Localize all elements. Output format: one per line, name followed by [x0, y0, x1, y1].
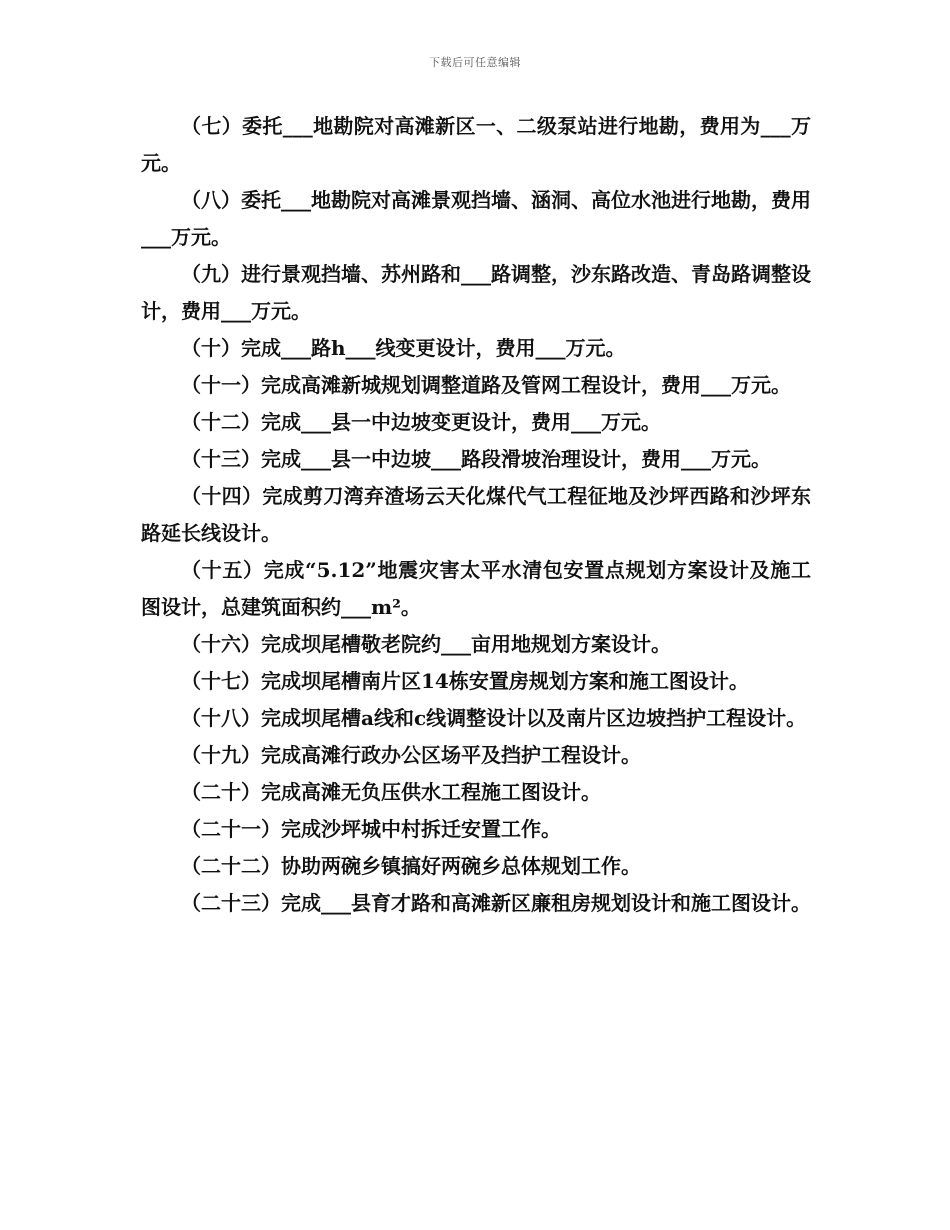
paragraph-10: （十）完成___路h___线变更设计，费用___万元。	[181, 336, 626, 360]
paragraph-8: （八）委托___地勘院对高滩景观挡墙、涵洞、高位水池进行地勘，费用___万元。	[141, 188, 811, 249]
paragraph-15: （十五）完成“5.12”地震灾害太平水清包安置点规划方案设计及施工图设计，总建筑面积约___m²。	[141, 558, 811, 619]
paragraph-21: （二十一）完成沙坪城中村拆迁安置工作。	[181, 817, 561, 841]
paragraph-13: （十三）完成___县一中边坡___路段滑坡治理设计，费用___万元。	[181, 447, 771, 471]
paragraph-7: （七）委托___地勘院对高滩新区一、二级泵站进行地勘，费用为___万元。	[141, 114, 811, 175]
paragraph-22: （二十二）协助两碗乡镇搞好两碗乡总体规划工作。	[181, 854, 641, 878]
paragraph-17: （十七）完成坝尾槽南片区14栋安置房规划方案和施工图设计。	[181, 669, 749, 693]
paragraph-14: （十四）完成剪刀湾弃渣场云天化煤代气工程征地及沙坪西路和沙坪东路延长线设计。	[141, 484, 811, 545]
document-body	[141, 108, 811, 922]
page-header: 下载后可任意编辑	[429, 56, 521, 69]
paragraph-16: （十六）完成坝尾槽敬老院约___亩用地规划方案设计。	[181, 632, 671, 656]
paragraph-18: （十八）完成坝尾槽a线和c线调整设计以及南片区边坡挡护工程设计。	[181, 706, 807, 730]
paragraph-12: （十二）完成___县一中边坡变更设计，费用___万元。	[181, 410, 661, 434]
paragraph-9: （九）进行景观挡墙、苏州路和___路调整，沙东路改造、青岛路调整设计，费用___万元。	[141, 262, 811, 323]
paragraph-11: （十一）完成高滩新城规划调整道路及管网工程设计，费用___万元。	[181, 373, 791, 397]
paragraph-19: （十九）完成高滩行政办公区场平及挡护工程设计。	[181, 743, 641, 767]
paragraph-23: （二十三）完成___县育才路和高滩新区廉租房规划设计和施工图设计。	[181, 891, 811, 915]
paragraph-20: （二十）完成高滩无负压供水工程施工图设计。	[181, 780, 601, 804]
